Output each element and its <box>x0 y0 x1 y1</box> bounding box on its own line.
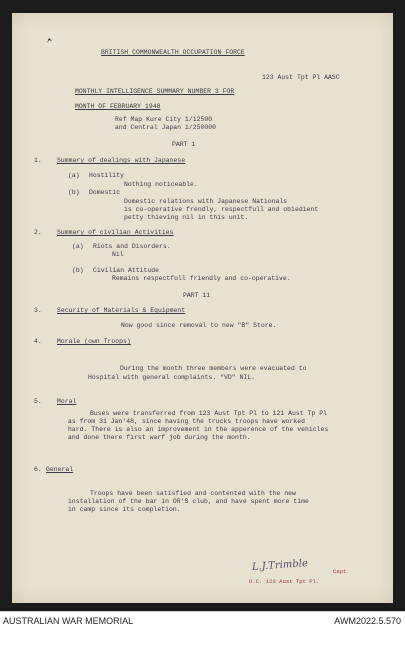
section-1-title: Summary of dealings with Japanese <box>57 157 186 164</box>
section-3-number: 3. <box>34 307 42 314</box>
section-5-line-2: as from 31 Jan'48, since having the trucks troops have worked <box>68 418 305 425</box>
officer-stamp: O.C. 123 Aust Tpt Pl. <box>249 578 320 585</box>
section-5-number: 5. <box>34 398 42 405</box>
summary-title: MONTHLY INTELLIGENCE SUMMARY NUMBER 3 FOR <box>75 88 235 95</box>
section-2a-text: Riots and Disorders. <box>93 243 171 250</box>
section-2-number: 2. <box>34 229 42 236</box>
section-1b-detail-2: is co-operative frendly, respectfull and obiedient <box>124 206 319 213</box>
section-4-number: 4. <box>34 338 42 345</box>
part-two-heading: PART 11 <box>183 292 211 299</box>
section-3-title: Security of Materials & Equipment <box>57 307 186 314</box>
signature: L.J.Trimble <box>251 558 309 573</box>
footer-bar <box>0 611 405 630</box>
section-2-title: Summary of civilian Activities <box>57 229 174 236</box>
section-1b-text: Domestic <box>89 189 121 196</box>
footer-accession-number: AWM2022.5.570 <box>334 616 401 626</box>
signature-rank: Capt <box>333 568 347 575</box>
section-2b-label: (b) <box>72 267 84 274</box>
section-6-title: General <box>46 466 74 473</box>
section-1a-detail: Nothing noticeable. <box>124 181 198 188</box>
section-5-line-1: Buses were transferred from 123 Aust Tpt Pl to 121 Aust Tp Pl <box>90 410 327 417</box>
section-4-line-2: Hospital with general complaints. "VD" NIL. <box>88 374 256 381</box>
summary-month: MONTH OF FEBRUARY 1948 <box>75 103 161 110</box>
part-one-heading: PART 1 <box>172 141 196 148</box>
map-reference-1: Ref Map Kure City 1/12500 <box>115 116 213 123</box>
section-3-text: Now good since removal to new "B" Store. <box>121 322 277 329</box>
section-1b-label: (b) <box>68 189 80 196</box>
section-1a-label: (a) <box>68 172 80 179</box>
section-6-line-1: Troops have been satisfied and contented with the new <box>90 490 296 497</box>
section-2a-detail: Nil <box>112 251 124 258</box>
section-2a-label: (a) <box>72 243 84 250</box>
section-2b-text: Civilian Attitude <box>93 267 160 274</box>
footer-institution: AUSTRALIAN WAR MEMORIAL <box>3 616 134 626</box>
section-6-line-2: installation of the bar in OR'S club, and have spent more time <box>68 498 309 505</box>
section-4-line-1: During the month three members were evacuated to <box>120 365 307 372</box>
section-5-line-4: and done there first warf job during the month. <box>68 434 251 441</box>
section-1-number: 1. <box>34 157 42 164</box>
section-6-number: 6. <box>34 466 42 473</box>
section-4-title: Morale (own Troops) <box>57 338 131 345</box>
section-1a-text: Hostility <box>89 172 124 179</box>
section-5-title: Moral <box>57 398 77 405</box>
bottom-margin <box>0 629 405 653</box>
map-reference-2: and Central Japan 1/250000 <box>115 124 217 131</box>
unit-designation: 123 Aust Tpt Pl AASC <box>262 74 340 81</box>
section-1b-detail-1: Domestic relations with Japanese Nationals <box>124 198 288 205</box>
document-heading: BRITISH COMMONWEALTH OCCUPATION FORCE <box>101 49 245 56</box>
ink-mark-icon <box>46 37 53 44</box>
section-1b-detail-3: petty thieving nil in this unit. <box>124 214 249 221</box>
section-2b-detail: Remains respectfull friendly and co-operative. <box>112 275 291 282</box>
section-5-line-3: hard. There is also an improvement in the apperence of the vehicles <box>68 426 329 433</box>
section-6-line-3: in camp since its completion. <box>68 506 181 513</box>
